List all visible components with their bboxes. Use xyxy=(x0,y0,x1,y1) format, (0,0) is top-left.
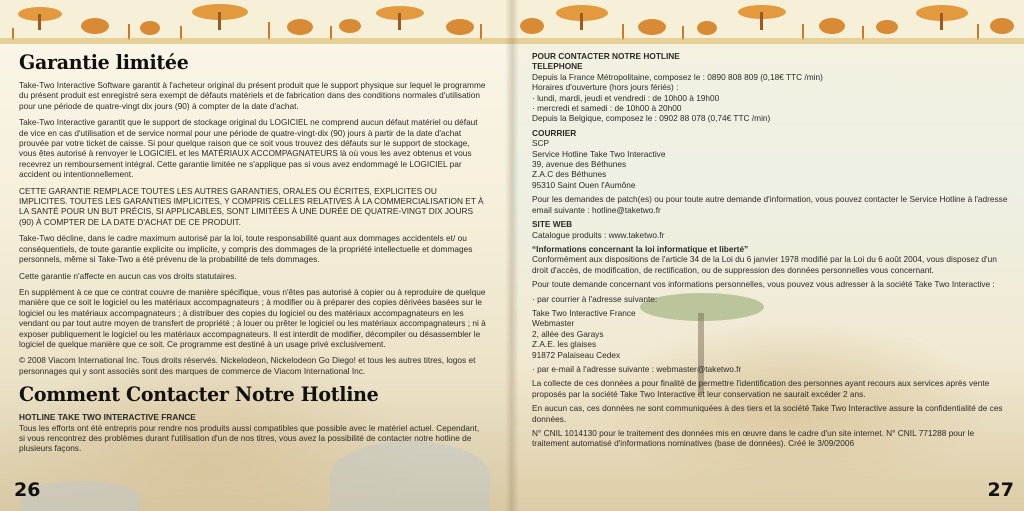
courrier-line: Z.A.C des Béthunes xyxy=(532,169,607,180)
copyright-paragraph: © 2008 Viacom International Inc. Tous droits réservés. Nickelodeon, Nickelodeon Go Diego! et tous les autres titres, logos et personnages qui y sont associés sont des marques de commerce de Viacom International Inc. xyxy=(19,355,476,376)
address-line: Webmaster xyxy=(532,318,575,329)
contact-section xyxy=(532,51,1010,449)
hotline-intro: Tous les efforts ont été entrepris pour rendre nos produits aussi compatibles que possible avec le matériel actuel. Cependant, si vous rencontrez des problèmes durant l'utilisation d'un de nos titres, vous avez la possibilité de contacter notre hotline de plusieurs façons. xyxy=(19,422,480,454)
cnil-text: N° CNIL 1014130 pour le traitement des données mis en œuvre dans le cadre d'un site internet. N° CNIL 771288 pour le traitement automatisé d'informations nominatives (base de données). Créé le 3/09/2006 xyxy=(532,428,975,449)
site-heading: SITE WEB xyxy=(532,219,573,230)
address-line: 2, allée des Garays xyxy=(532,328,604,339)
telephone-heading: TELEPHONE xyxy=(532,61,583,72)
info-text: Conformément aux dispositions de l'article 34 de la Loi du 6 janvier 1978 modifié par la Loi du 6 août 2004, vous disposez d'un droit d'accès, de modification, de rectification, ou de suppression des données personnelles vous concernant. xyxy=(532,254,997,275)
warranty-paragraph: Take-Two Interactive garantit que le support de stockage original du LOGICIEL ne comprend aucun défaut matériel ou défaut de vice en cas d'utilisation et de service normal pour une période de quatre-vingt-dix (90) jours à partir de la date d'achat prouvée par votre ticket de caisse. Si pour quelque raison que ce soit vous trouvez des défauts sur le support de stockage, vous êtes autorisé à renvoyer le LOGICIEL et les MATÉRIAUX ACCOMPAGNATEURS là où vous les avez obtenus et vous recevrez un remboursement intégral. Cette garantie limitée ne s'applique pas si vous avez endommagé le LOGICIEL par accident ou intentionnellement. xyxy=(19,117,478,180)
address-line: Z.A.E. les glaises xyxy=(532,339,597,350)
mail-intro: · par courrier à l'adresse suivante: xyxy=(532,293,658,304)
patch-text: Pour les demandes de patch(es) ou pour toute autre demande d'information, vous pouvez contacter le Service Hotline à l'adresse email suivante : hotline@taketwo.fr xyxy=(532,194,1008,215)
courrier-line: Service Hotline Take Two Interactive xyxy=(532,148,666,159)
courrier-line: 95310 Saint Ouen l'Aumône xyxy=(532,179,636,190)
telephone-line: Depuis la Belgique, composez le : 0902 88 078 (0,74€ TTC /min) xyxy=(532,113,771,124)
telephone-line: Depuis la France Métropolitaine, composez le : 0890 808 809 (0,18€ TTC /min) xyxy=(532,71,823,82)
warranty-paragraph: Cette garantie n'affecte en aucun cas vos droits statutaires. xyxy=(19,270,237,281)
courrier-line: SCP xyxy=(532,138,550,149)
telephone-line: · mercredi et samedi : de 10h00 à 20h00 xyxy=(532,103,682,114)
warranty-paragraph: Take-Two décline, dans le cadre maximum autorisé par la loi, toute responsabilité quant aux dommages accidentels et/ ou conséquentiels, de toute garantie explicite ou implicite, y compris des dommages de la propriété intellectuelle et dommages personnels, même si Take-Two a été prévenu de la probabilité de tels dommages. xyxy=(19,233,473,265)
right-page xyxy=(512,0,1024,511)
site-line: Catalogue produits : www.taketwo.fr xyxy=(532,229,665,240)
courrier-heading: COURRIER xyxy=(532,127,577,138)
telephone-line: · lundi, mardi, jeudi et vendredi : de 10h00 à 19h00 xyxy=(532,92,720,103)
info-heading: “Informations concernant la loi informatique et liberté” xyxy=(532,243,749,254)
treatment-text: Pour toute demande concernant vos informations personnelles, vous pouvez vous adresser à la société Take Two Interactive : xyxy=(532,279,995,290)
telephone-line: Horaires d'ouverture (hors jours fériés) : xyxy=(532,82,679,93)
savanna-banner-left xyxy=(0,0,512,44)
savanna-banner-right xyxy=(512,0,1024,44)
collect-text: La collecte de ces données a pour finalité de permettre l'identification des personnes ayant recours aux services après vente proposés par la société Take Two Interactive et leur conservation ne saurait excéder 2 ans. xyxy=(532,378,990,399)
share-text: En aucun cas, ces données ne sont communiquées à des tiers et la société Take Two Interactive assure la confidentialité de ces données. xyxy=(532,403,1003,424)
warranty-paragraph: Take-Two Interactive Software garantit à l'acheteur original du présent produit que le support physique sur lequel le programme du présent produit est enregistré sera exempt de défauts matériels et de fabrication dans des conditions normales d'utilisation pour une période de quatre-vingt dix jours (90) à compter de la date d'achat. xyxy=(19,80,486,111)
address-line: 91872 Palaiseau Cedex xyxy=(532,349,621,360)
hotline-title: Comment Contacter Notre Hotline xyxy=(19,382,379,407)
address-line: Take Two Interactive France xyxy=(532,307,636,318)
courrier-line: 39, avenue des Béthunes xyxy=(532,159,627,170)
warranty-paragraph: CETTE GARANTIE REMPLACE TOUTES LES AUTRES GARANTIES, ORALES OU ÉCRITES, EXPLICITES OU IMPLICITES. TOUTES LES GARANTIES IMPLICITES, Y COMPRIS CELLES RELATIVES À LA COMMERCIALISATION ET À LA SANTÉ POUR UN BUT PRÉCIS, SI APPLICABLES, SONT LIMITÉES À UNE DURÉE DE QUATRE-VINGT DIX JOURS (90) À COMPTER DE LA DATE D'ACHAT DE CE PRODUIT. xyxy=(19,185,484,227)
email-line: · par e-mail à l'adresse suivante : webmaster@taketwo.fr xyxy=(532,363,742,374)
warranty-section xyxy=(19,50,487,460)
warranty-paragraph: En supplément à ce que ce contrat couvre de manière spécifique, vous n'êtes pas autorisé à copier ou à reproduire de quelque manière que ce soit le logiciel ou les matériaux accompagnateurs ; à modifier ou à préparer des copies dérivées basées sur le logiciel ou les matériaux accompagnateurs ; à distribuer des copies du logiciel ou des matériaux accompagnateurs en les vendant ou par tout autre moyen de transfert de propriété ; à louer ou prêter le logiciel ou les matériaux accompagnateurs ; ni à exposer publiquement le logiciel ou les matériaux accompagnateurs. Il est interdit de modifier, décompiler ou désassembler le logiciel de quelque manière que ce soit. Ce programme est destiné à un usage privé exclusivement. xyxy=(19,286,486,349)
page-number-left: 26 xyxy=(14,479,41,501)
page-number-right: 27 xyxy=(987,479,1014,501)
hotline-heading: HOTLINE TAKE TWO INTERACTIVE FRANCE xyxy=(19,412,196,423)
warranty-title: Garantie limitée xyxy=(19,50,189,74)
book-gutter xyxy=(505,0,519,511)
contact-heading: POUR CONTACTER NOTRE HOTLINE xyxy=(532,51,680,61)
